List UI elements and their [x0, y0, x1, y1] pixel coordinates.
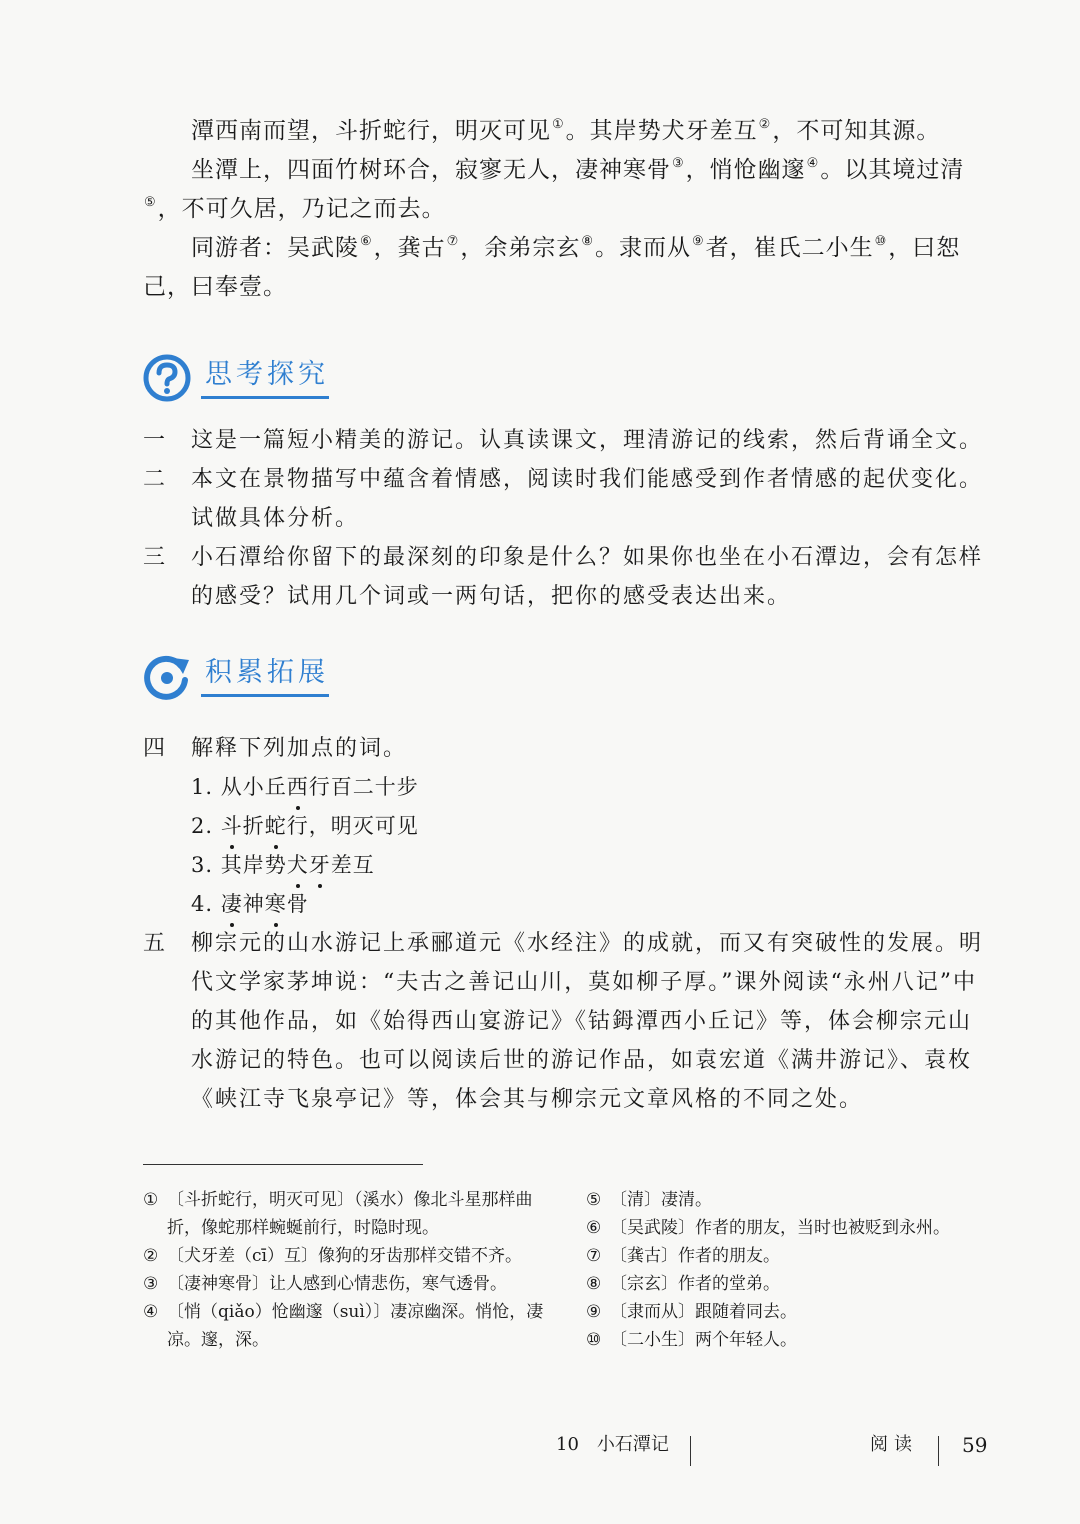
exercise-number: 一: [143, 428, 168, 453]
footnote-text: 〔清〕凄清。: [610, 1190, 712, 1210]
footnote-mark: ⑥: [586, 1218, 602, 1238]
footnote-mark: ④: [143, 1302, 159, 1322]
text-run: ，余弟宗玄: [460, 235, 581, 261]
footnote-divider: [143, 1164, 423, 1165]
dotted-word: 蛇: [265, 807, 287, 846]
footnote-text: 〔凄神寒骨〕让人感到心情悲伤，寒气透骨。: [167, 1274, 507, 1294]
footnote-ref[interactable]: ⑧: [581, 234, 594, 249]
exercise-item: [143, 924, 993, 1119]
dotted-word: 凄: [221, 885, 243, 924]
text-run: 同游者：吴武陵: [191, 235, 359, 261]
footnote-ref[interactable]: ⑦: [446, 234, 460, 249]
footnote-text: 〔隶而从〕跟随着同去。: [610, 1302, 797, 1322]
footnote-ref[interactable]: ③: [672, 156, 685, 171]
footnote-text: 〔吴武陵〕作者的朋友，当时也被贬到永州。: [610, 1218, 950, 1238]
section-title: 积累拓展: [205, 657, 329, 688]
paragraph-1: [143, 112, 993, 151]
text-run: 。隶而从: [594, 235, 691, 261]
footnote: [143, 1242, 553, 1270]
footnotes-right-column: [586, 1186, 1006, 1354]
footer-lesson-title: 10 小石潭记: [556, 1434, 669, 1455]
sub-item: [191, 846, 993, 885]
text-run: 坐潭上，四面竹树环合，寂寥无人，凄神寒骨: [191, 157, 671, 183]
footnote-mark: ①: [143, 1190, 159, 1210]
footnote-ref[interactable]: ①: [552, 117, 565, 132]
exercise-text: 小石潭给你留下的最深刻的印象是什么？如果你也坐在小石潭边，会有怎样的感受？试用几个词或一两句话，把你的感受表达出来。: [191, 545, 984, 609]
footnote: [143, 1298, 553, 1354]
footnote-mark: ⑨: [586, 1302, 602, 1322]
footnote: [586, 1326, 1006, 1354]
sub-item-text: 差互: [330, 853, 375, 877]
sub-item-list: [143, 768, 993, 924]
sub-item-text: 4.: [191, 892, 221, 916]
exercises-extend: [143, 729, 993, 1119]
footnote-text: 〔悄（qiǎo）怆幽邃（suì）〕凄凉幽深。悄怆，凄凉。邃，深。: [167, 1302, 544, 1350]
footer-divider: [690, 1436, 691, 1466]
text-run: 。其岸势犬牙差互: [565, 118, 758, 144]
footnote: [143, 1186, 553, 1242]
text-run: ，不可久居，乃记之而去。: [157, 196, 446, 222]
footnote-mark: ⑩: [586, 1330, 602, 1350]
sub-item-text: 行百二十步: [308, 775, 419, 799]
footnote: [586, 1214, 1006, 1242]
exercise-number: 五: [143, 931, 168, 956]
footnote-ref[interactable]: ④: [806, 156, 820, 171]
page-number: 59: [962, 1433, 988, 1457]
sub-item-text: 骨: [286, 892, 309, 916]
refresh-arrow-icon: [143, 652, 191, 700]
text-run: 者，崔氏二小生: [705, 235, 874, 261]
main-text: [143, 112, 993, 307]
text-run: ，悄怆幽邃: [685, 157, 806, 183]
footnote: [586, 1270, 1006, 1298]
sub-item-text: 2.: [191, 814, 221, 838]
exercise-text: 这是一篇短小精美的游记。认真读课文，理清游记的线索，然后背诵全文。: [191, 428, 984, 453]
sub-item-text: 神: [242, 892, 265, 916]
footnote-ref[interactable]: ⑨: [691, 234, 705, 249]
exercise-item: [143, 460, 993, 538]
exercise-item: [143, 421, 993, 460]
footnote: [143, 1270, 553, 1298]
dotted-word: 犬: [287, 846, 309, 885]
exercises-think: [143, 421, 993, 616]
text-run: ，不可知其源。: [772, 118, 941, 144]
title-underline: [201, 694, 329, 697]
text-run: ，曰恕己，曰奉壹。: [143, 235, 961, 300]
dotted-word: 西: [287, 768, 309, 807]
paragraph-3: [143, 229, 993, 307]
exercise-item: [143, 729, 993, 768]
footnote-ref[interactable]: ②: [758, 117, 772, 132]
exercise-item: [143, 538, 993, 616]
sub-item-text: 行，明灭可见: [286, 814, 419, 838]
footer-section-name: 阅读: [870, 1434, 918, 1455]
exercise-number: 四: [143, 736, 168, 761]
sub-item-text: 3. 其岸势: [191, 853, 287, 877]
sub-item: [191, 807, 993, 846]
footnote-mark: ③: [143, 1274, 159, 1294]
footnote-text: 〔犬牙差（cī）互〕像狗的牙齿那样交错不齐。: [167, 1246, 522, 1266]
footnote-mark: ⑦: [586, 1246, 602, 1266]
dotted-word: 寒: [265, 885, 287, 924]
section-heading-think: [143, 348, 403, 408]
footnote-ref[interactable]: ⑩: [874, 234, 888, 249]
footnote-text: 〔宗玄〕作者的堂弟。: [610, 1274, 780, 1294]
dotted-word: 牙: [309, 846, 331, 885]
footnote-mark: ⑧: [586, 1274, 602, 1294]
exercise-number: 二: [143, 467, 168, 492]
question-icon: [143, 354, 191, 402]
footnote-text: 〔二小生〕两个年轻人。: [610, 1330, 797, 1350]
footnote-ref[interactable]: ⑥: [360, 234, 373, 249]
section-heading-extend: [143, 646, 403, 706]
paragraph-2: [143, 151, 993, 229]
exercise-text: 柳宗元的山水游记上承郦道元《水经注》的成就，而又有突破性的发展。明代文学家茅坤说：“夫古之善记山川，莫如柳子厚。”课外阅读“永州八记”中的其他作品，如《始得西山宴游记》《钴鉧潭西小丘记》等，体会柳宗元山水游记的特色。也可以阅读后世的游记作品，如袁宏道《满井游记》、袁枚《峡江寺飞泉亭记》等，体会其与柳宗元文章风格的不同之处。: [191, 931, 984, 1112]
footnote: [586, 1242, 1006, 1270]
sub-item-text: 折: [242, 814, 265, 838]
text-run: 。以其境过清: [820, 157, 965, 183]
footnotes-left-column: [143, 1186, 553, 1354]
dotted-word: 斗: [221, 807, 243, 846]
footnote-mark: ②: [143, 1246, 159, 1266]
section-title: 思考探究: [205, 359, 329, 390]
title-underline: [201, 396, 329, 399]
footnote-mark: ⑤: [586, 1190, 602, 1210]
exercise-text: 本文在景物描写中蕴含着情感，阅读时我们能感受到作者情感的起伏变化。试做具体分析。: [191, 467, 984, 531]
footnote-ref[interactable]: ⑤: [144, 195, 157, 210]
sub-item: [191, 768, 993, 807]
exercise-text: 解释下列加点的词。: [191, 736, 408, 761]
footnote-text: 〔龚古〕作者的朋友。: [610, 1246, 780, 1266]
text-run: 潭西南而望，斗折蛇行，明灭可见: [191, 118, 551, 144]
text-run: ，龚古: [373, 235, 446, 261]
footer-divider: [938, 1436, 939, 1466]
exercise-number: 三: [143, 545, 168, 570]
footnote: [586, 1186, 1006, 1214]
sub-item: [191, 885, 993, 924]
sub-item-text: 1. 从小丘: [191, 775, 287, 799]
footnote: [586, 1298, 1006, 1326]
footnote-text: 〔斗折蛇行，明灭可见〕（溪水）像北斗星那样曲折，像蛇那样蜿蜒前行，时隐时现。: [167, 1190, 533, 1238]
